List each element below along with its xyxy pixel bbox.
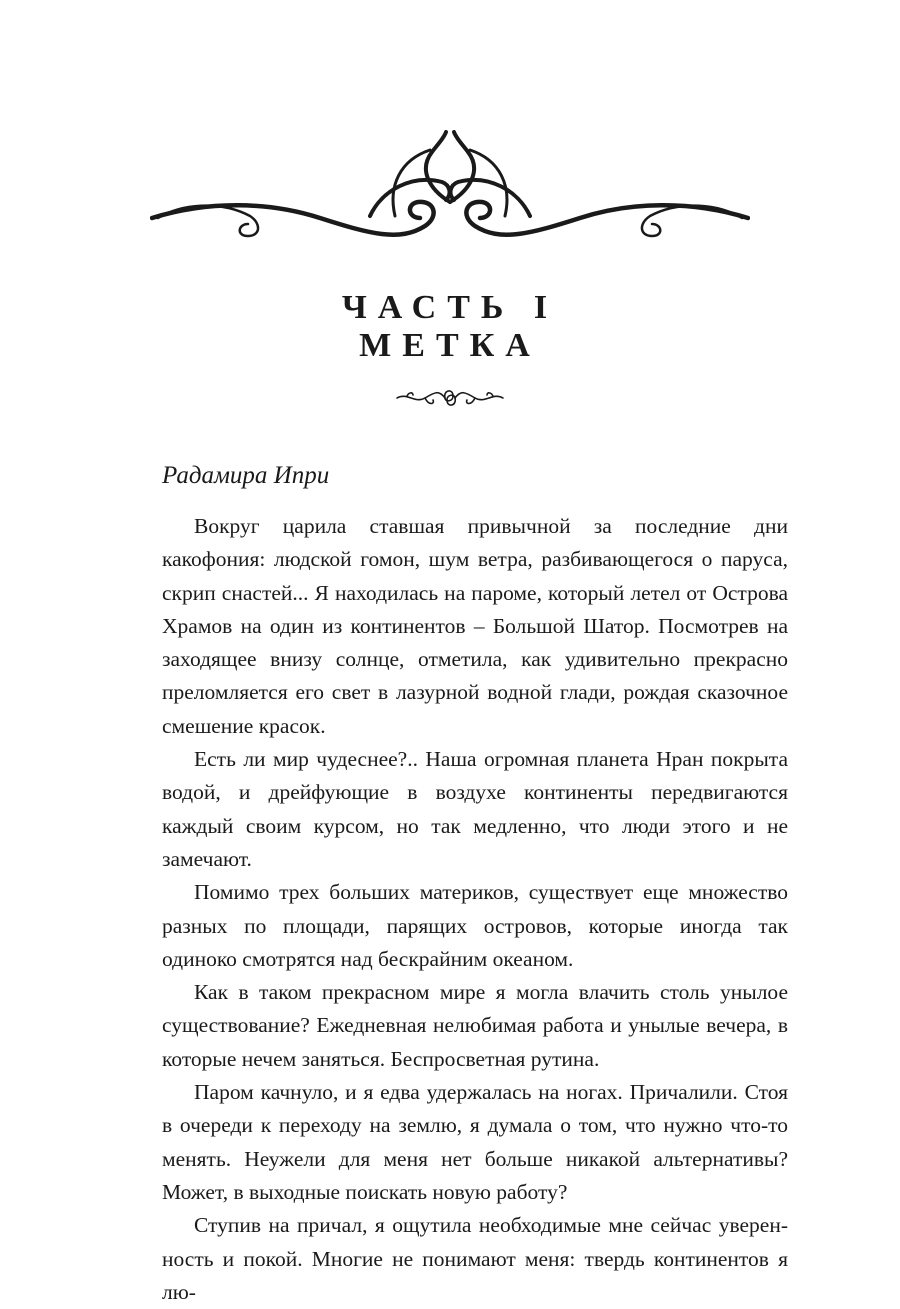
part-number-heading: ЧАСТЬ I [341,289,559,326]
paragraph: Помимо трех больших материков, существует еще множество разных по площади, парящих островов, которые иногда так одиноко смотрятся над бескрайним океаном. [162,880,788,971]
divider-ornament-icon [395,384,505,412]
paragraph: Как в таком прекрасном мире я могла влачить столь унылое существование? Ежедневная нелюбимая работа и унылые вечера, в которые нечем заняться. Беспросветная рутина. [162,980,788,1071]
chapter-body [162,510,788,1309]
paragraph: Вокруг царила ставшая привычной за последние дни какофония: людской гомон, шум ветра, разбивающегося о паруса, скрип снастей... Я находилась на пароме, который летел от Острова Храмов на один из континентов – Большой Шатор. Посмотрев на заходящее внизу солнце, отметила, как удивительно прекрасно преломляется его свет в лазурной водной глади, рождая сказочное смешение красок. [162,514,788,738]
paragraph: Ступив на причал, я ощутила необходимые мне сейчас уверенность и покой. Многие не понимают меня: твердь континентов я лю- [162,1213,788,1304]
part-title-heading: МЕТКА [359,327,541,364]
flourish-ornament-icon [150,130,750,250]
chapter-author-heading: Радамира Ипри [162,462,330,489]
paragraph: Паром качнуло, и я едва удержалась на ногах. Причалили. Стоя в очереди к переходу на землю, я думала о том, что нужно что-то менять. Неужели для меня нет больше никакой альтернативы? Может, в выходные поискать новую работу? [162,1080,788,1204]
paragraph: Есть ли мир чудеснее?.. Наша огромная планета Нран покрыта водой, и дрейфующие в воздухе континенты передвигаются каждый своим курсом, но так медленно, что люди этого и не замечают. [162,747,788,871]
